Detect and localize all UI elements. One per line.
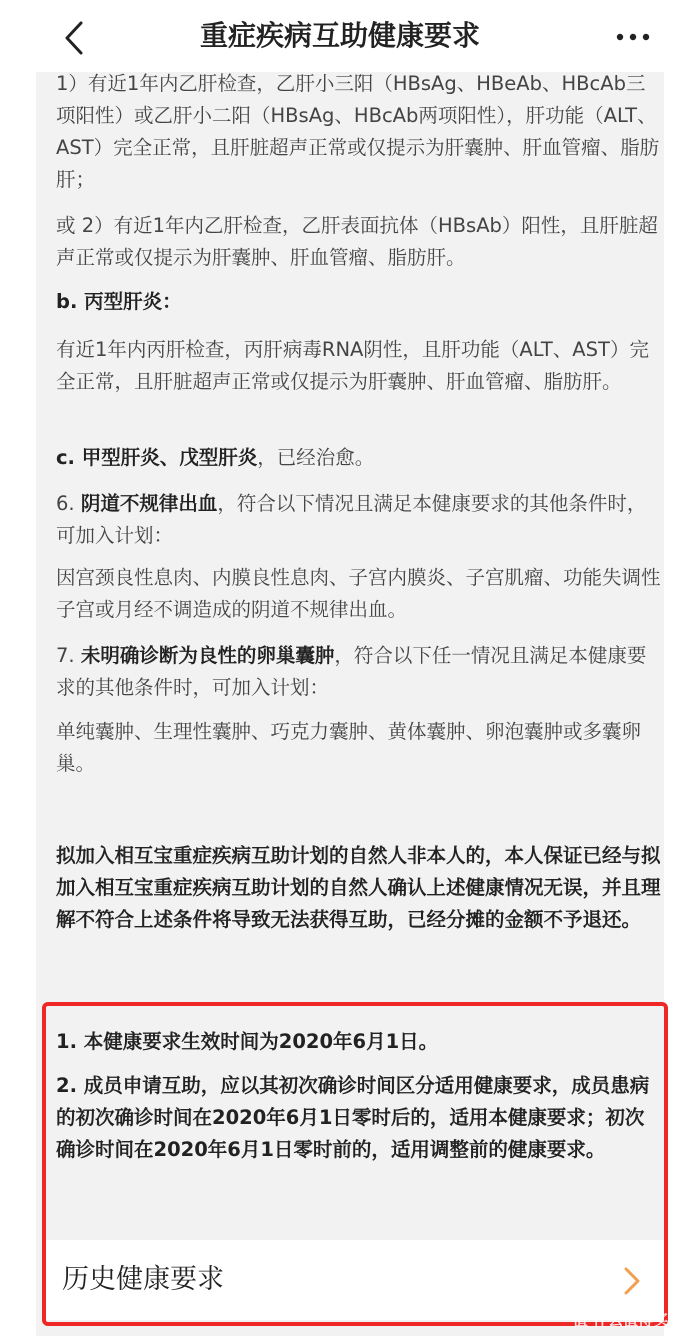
top-bar [0,0,680,72]
item-7 [56,640,661,704]
chevron-left-icon [63,21,85,55]
item-6 [56,488,661,552]
hep-a-e-item [56,442,661,474]
item-6-heading: 阴道不规律出血 [80,492,218,515]
item-6-detail: 因宫颈良性息肉、内膜良性息肉、子宫内膜炎、子宫肌瘤、功能失调性子宫或月经不调造成的阴道不规律出血。 [56,566,661,621]
hep-b-condition-1: 1）有近1年内乙肝检查，乙肝小三阳（HBsAg、HBeAb、HBcAb三项阳性）或乙肝小二阳（HBsAg、HBcAb两项阳性），肝功能（ALT、AST）完全正常，且肝脏超声正常或仅提示为肝囊肿、肝血管瘤、脂肪肝； [56,72,660,191]
page-title: 重症疾病互助健康要求 [199,19,480,52]
more-button[interactable] [608,20,658,54]
hep-c-text: 有近1年内丙肝检查，丙肝病毒RNA阴性，且肝功能（ALT、AST）完全正常，且肝脏超声正常或仅提示为肝囊肿、肝血管瘤、脂肪肝。 [56,338,649,393]
back-button[interactable] [52,16,96,60]
item-7-number: 7. [56,644,81,667]
hep-a-e-text: ，已经治愈。 [257,446,375,469]
watermark: 值 什么值得买 [572,1311,668,1329]
history-requirements-label: 历史健康要求 [62,1264,224,1295]
effective-date-note: 1. 本健康要求生效时间为2020年6月1日。 [56,1030,439,1053]
hep-a-e-heading: c. 甲型肝炎、戊型肝炎 [56,446,258,469]
guarantee-statement: 拟加入相互宝重症疾病互助计划的自然人非本人的，本人保证已经与拟加入相互宝重症疾病互助计划的自然人确认上述健康情况无误，并且理解不符合上述条件将导致无法获得互助，已经分摊的金额不予退还。 [56,844,661,931]
more-dots-icon [616,33,650,41]
hep-b-condition-2: 或 2）有近1年内乙肝检查，乙肝表面抗体（HBsAb）阳性，且肝脏超声正常或仅提示为肝囊肿、肝血管瘤、脂肪肝。 [56,214,658,269]
item-6-number: 6. [56,492,81,515]
applicability-note: 2. 成员申请互助，应以其初次确诊时间区分适用健康要求，成员患病的初次确诊时间在2020年6月1日零时后的，适用本健康要求；初次确诊时间在2020年6月1日零时前的，适用调整前的健康要求。 [56,1074,650,1161]
item-6-text: ，符合以下情况且满足本健康要求的其他条件时，可加入计划： [56,492,647,547]
item-7-text: ，符合以下任一情况且满足本健康要求的其他条件时，可加入计划： [56,644,647,699]
item-7-heading: 未明确诊断为良性的卵巢囊肿 [80,644,335,667]
highlight-frame [42,1002,668,1326]
hep-c-heading: b. 丙型肝炎： [56,290,182,313]
item-7-detail: 单纯囊肿、生理性囊肿、巧克力囊肿、黄体囊肿、卵泡囊肿或多囊卵巢。 [56,720,642,775]
